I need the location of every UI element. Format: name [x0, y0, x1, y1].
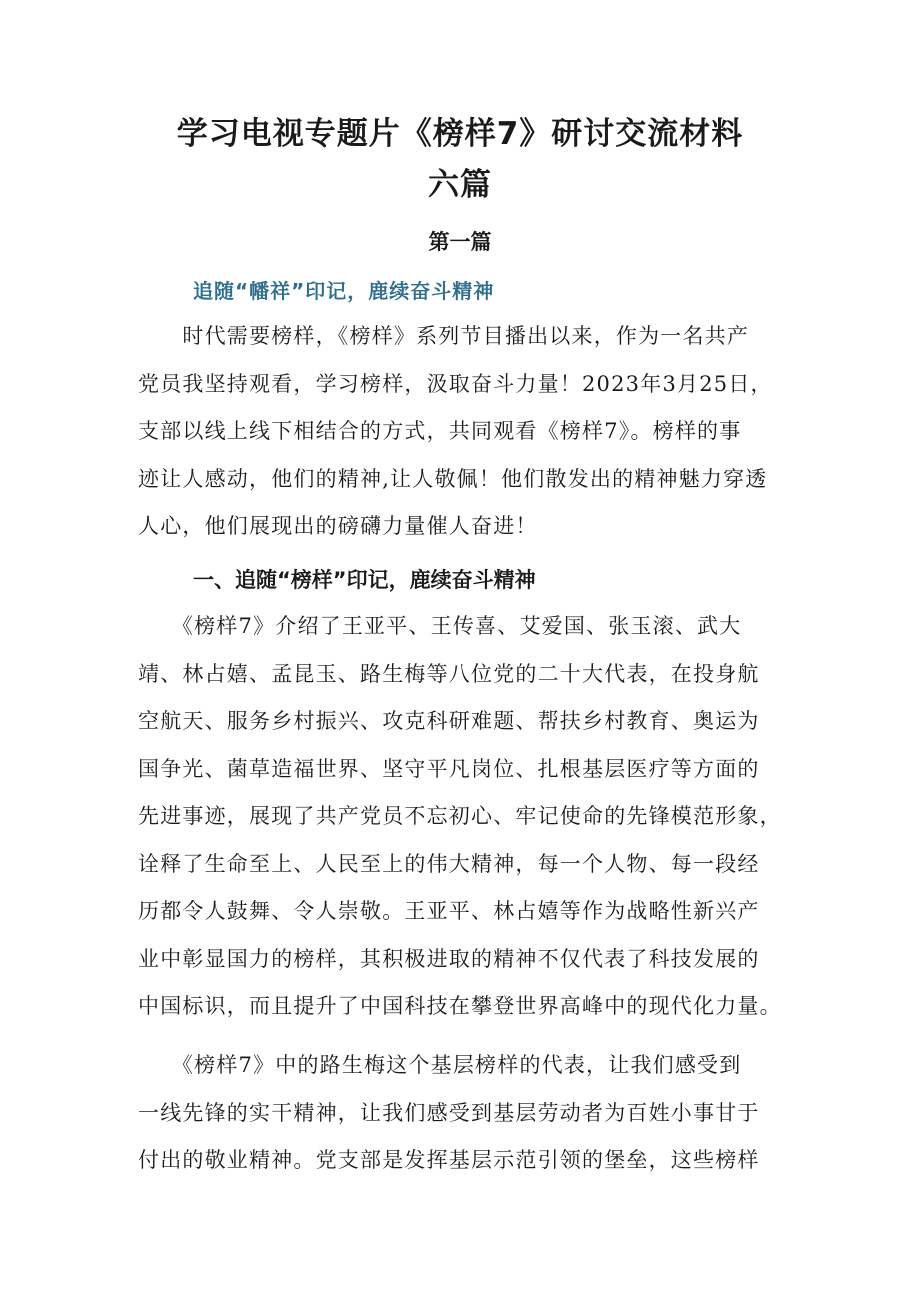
section-heading-1: 一、追随“榜样”印记，鹿续奋斗精神 — [193, 568, 536, 592]
chapter-heading: 第一篇 — [428, 230, 492, 254]
paragraph-line: 迹让人感动，他们的精神,让人敬佩！他们散发出的精神魅力穿透 — [138, 466, 768, 491]
paragraph-line: 时代需要榜样，《榜样》系列节目播出以来，作为一名共产 — [138, 324, 750, 348]
paragraph-line: 诠释了生命至上、人民至上的伟大精神，每一个人物、每一段经 — [138, 851, 760, 876]
paragraph-intro — [138, 313, 798, 551]
paragraph-line: 一线先锋的实干精神，让我们感受到基层劳动者为百姓小事甘于 — [138, 1100, 760, 1125]
paragraph-section1-b — [138, 1042, 798, 1185]
paragraph-line: 人心，他们展现出的磅礴力量催人奋进！ — [138, 514, 538, 538]
paragraph-line: 空航天、服务乡村振兴、攻克科研难题、帮扶乡村教育、奥运为 — [138, 709, 760, 733]
paragraph-line: 业中彰显国力的榜样，其积极进取的精神不仅代表了科技发展的 — [138, 946, 760, 971]
paragraph-line: 历都令人鼓舞、令人崇敬。王亚平、林占嬉等作为战略性新兴产 — [138, 899, 760, 923]
paragraph-line: 《榜样7》介绍了王亚平、王传喜、艾爱国、张玉滚、武大 — [138, 614, 742, 638]
document-title-line2: 六篇 — [428, 167, 492, 203]
paragraph-line: 先进事迹，展现了共产党员不忘初心、牢记使命的先锋模范形象， — [138, 804, 782, 828]
paragraph-line: 靖、林占嬉、孟昆玉、路生梅等八位党的二十大代表，在投身航 — [138, 661, 760, 686]
paragraph-line: 中国标识，而且提升了中国科技在攀登世界高峰中的现代化力量。 — [138, 994, 782, 1018]
paragraph-line: 《榜样7》中的路生梅这个基层榜样的代表，让我们感受到 — [138, 1053, 742, 1077]
document-title-line1: 学习电视专题片《榜样7》研讨交流材料 — [176, 116, 744, 152]
article-subtitle: 追随“幡祥”印记，鹿续奋斗精神 — [193, 279, 495, 303]
paragraph-line: 党员我坚持观看，学习榜样，汲取奋斗力量！2023年3月25日， — [138, 371, 773, 396]
paragraph-line: 支部以线上线下相结合的方式，共同观看《榜样7》。榜样的事 — [138, 419, 742, 443]
paragraph-line: 付出的敬业精神。党支部是发挥基层示范引领的堡垒，这些榜样 — [138, 1148, 760, 1172]
paragraph-line: 国争光、菌草造福世界、坚守平凡岗位、扎根基层医疗等方面的 — [138, 756, 760, 781]
paragraph-section1-a — [138, 603, 798, 1031]
